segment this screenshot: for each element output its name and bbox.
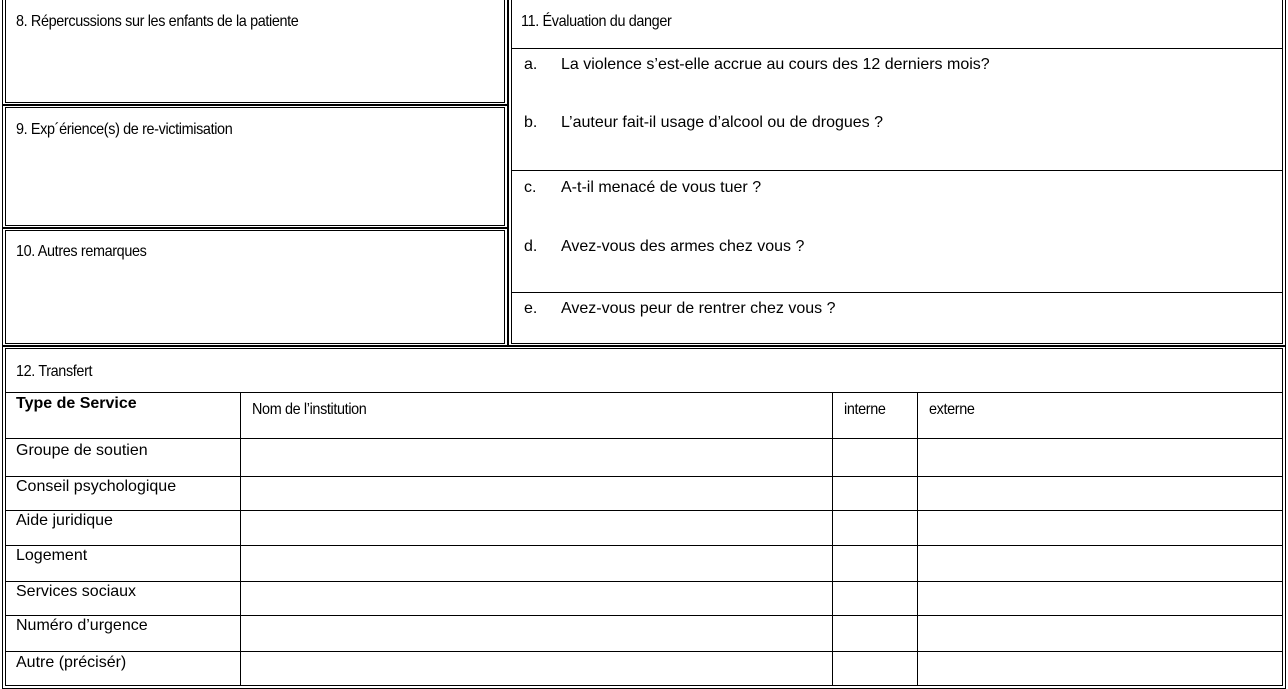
section-10-label: 10. Autres remarques [16,243,147,260]
question-d-text: Avez-vous des armes chez vous ? [561,238,805,255]
question-c-text: A-t-il menacé de vous tuer ? [561,179,762,196]
section-9-box [2,104,508,229]
transfer-row-line [5,510,1283,511]
question-c-letter: c. [524,179,537,196]
transfer-header-line [5,392,1283,393]
transfer-row-line [5,438,1283,439]
danger-title: 11. Évaluation du danger [521,13,672,30]
service-row-label: Logement [16,547,88,564]
service-row-label: Groupe de soutien [16,442,148,459]
question-e-text: Avez-vous peur de rentrer chez vous ? [561,300,836,317]
service-row-label: Services sociaux [16,583,137,600]
service-row-label: Conseil psychologique [16,478,177,495]
question-b-letter: b. [524,114,538,131]
transfer-row-line [5,615,1283,616]
header-type-of-service: Type de Service [16,395,137,412]
danger-box [508,0,1286,347]
question-d-letter: d. [524,238,538,255]
transfer-row-line [5,651,1283,652]
question-b-text: L’auteur fait-il usage d’alcool ou de drogues ? [561,114,883,131]
service-row-label: Autre (précisér) [16,654,127,671]
service-row-label: Aide juridique [16,512,113,529]
section-8-box [2,0,508,106]
question-a-text: La violence s’est-elle accrue au cours des 12 derniers mois? [561,56,990,73]
transfer-row-line [5,545,1283,546]
section-9-label: 9. Exp´érience(s) de re-victimisation [16,121,233,138]
question-e-letter: e. [524,300,538,317]
service-row-label: Numéro d’urgence [16,617,148,634]
danger-divider-2 [511,170,1283,171]
danger-divider-3 [511,292,1283,293]
transfer-col-divider [832,392,833,685]
transfer-title: 12. Transfert [16,363,93,380]
section-10-box [2,227,508,347]
question-a-letter: a. [524,56,538,73]
transfer-row-line [5,581,1283,582]
transfer-col-divider [917,392,918,685]
header-external: externe [929,401,975,418]
danger-divider-1 [511,48,1283,49]
header-institution-name: Nom de l’institution [252,401,367,418]
transfer-row-line [5,476,1283,477]
header-internal: interne [844,401,886,418]
transfer-box [2,345,1286,689]
transfer-col-divider [240,392,241,685]
section-8-label: 8. Répercussions sur les enfants de la patiente [16,13,299,30]
